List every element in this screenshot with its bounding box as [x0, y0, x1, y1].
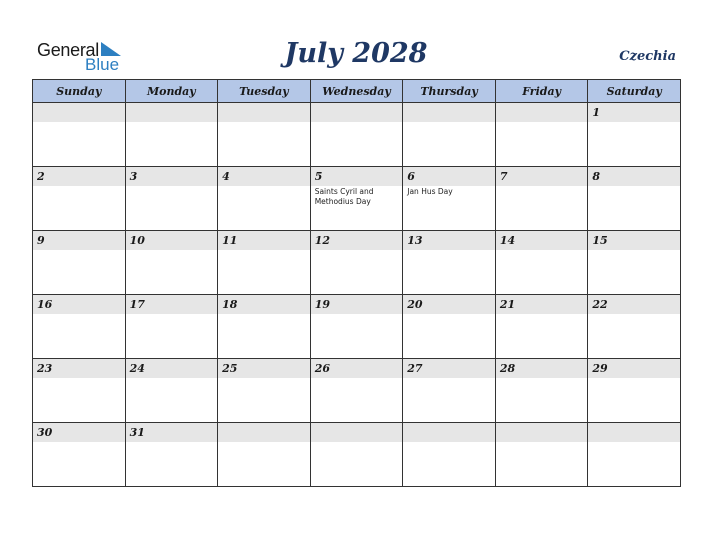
weekday-tuesday: Tuesday [218, 80, 311, 103]
weekday-friday: Friday [495, 80, 588, 103]
day-cell [125, 231, 218, 295]
day-number: 28 [499, 362, 516, 375]
day-cell [588, 423, 681, 487]
day-number-bar [126, 423, 218, 442]
logo-text-general: General [37, 40, 99, 60]
day-number: 20 [407, 298, 423, 311]
day-cell [33, 167, 126, 231]
day-cell [33, 295, 126, 359]
day-number: 2 [37, 170, 45, 183]
day-cell [495, 295, 588, 359]
day-cell [125, 295, 218, 359]
day-cell [403, 103, 496, 167]
day-number-bar [588, 231, 680, 250]
day-number: 23 [37, 362, 53, 375]
day-number-bar [588, 103, 680, 122]
day-number: 24 [129, 362, 145, 375]
day-number-bar [218, 295, 310, 314]
day-cell [588, 167, 681, 231]
day-number-bar [588, 359, 680, 378]
logo-text-blue: Blue [85, 55, 120, 74]
day-number: 19 [314, 298, 330, 311]
day-number: 11 [222, 234, 238, 247]
day-cell [218, 103, 311, 167]
day-cell [495, 359, 588, 423]
day-number-bar [588, 423, 680, 442]
day-number: 12 [314, 234, 330, 247]
day-cell [33, 423, 126, 487]
day-number: 13 [407, 234, 423, 247]
day-number: 16 [37, 298, 53, 311]
day-cell [495, 103, 588, 167]
day-number: 21 [499, 298, 516, 311]
day-cell [310, 423, 403, 487]
day-cell [33, 231, 126, 295]
day-number: 30 [37, 426, 53, 439]
day-number: 4 [222, 170, 230, 183]
day-number-bar [33, 423, 125, 442]
day-cell [310, 167, 403, 231]
week-row [33, 423, 681, 487]
day-number-bar [218, 167, 310, 186]
day-number-bar [403, 359, 495, 378]
weekday-sunday: Sunday [33, 80, 126, 103]
weekday-thursday: Thursday [403, 80, 496, 103]
day-cell [310, 359, 403, 423]
day-cell [218, 167, 311, 231]
day-cell [125, 423, 218, 487]
day-number: 10 [129, 234, 145, 247]
day-number-bar [403, 103, 495, 122]
day-number: 17 [129, 298, 145, 311]
day-number-bar [33, 103, 125, 122]
day-number: 5 [314, 170, 323, 183]
day-cell [403, 167, 496, 231]
week-row [33, 167, 681, 231]
day-number: 6 [407, 170, 415, 183]
day-number-bar [126, 231, 218, 250]
day-number: 22 [592, 298, 608, 311]
day-cell [125, 103, 218, 167]
day-cell [588, 295, 681, 359]
day-number: 9 [37, 234, 45, 247]
day-number-bar [33, 359, 125, 378]
day-cell [403, 423, 496, 487]
day-number-bar [403, 231, 495, 250]
day-cell [310, 295, 403, 359]
day-number: 15 [592, 234, 608, 247]
day-number-bar [311, 423, 403, 442]
day-number-bar [403, 295, 495, 314]
day-cell [403, 231, 496, 295]
day-number-bar [588, 295, 680, 314]
day-cell [495, 231, 588, 295]
day-number-bar [403, 423, 495, 442]
day-cell [218, 359, 311, 423]
day-number-bar [126, 103, 218, 122]
day-number-bar [33, 231, 125, 250]
day-number-bar [218, 231, 310, 250]
week-row [33, 359, 681, 423]
country-label: Czechia [619, 49, 676, 64]
day-number-bar [496, 167, 588, 186]
day-number-bar [218, 423, 310, 442]
day-number: 25 [222, 362, 238, 375]
calendar-title: July 2028 [284, 38, 428, 69]
day-number-bar [496, 359, 588, 378]
day-cell [588, 231, 681, 295]
day-number: 14 [499, 234, 516, 247]
day-number: 8 [592, 170, 601, 183]
day-number-bar [311, 295, 403, 314]
day-number: 27 [407, 362, 423, 375]
day-cell [310, 103, 403, 167]
day-number-bar [218, 103, 310, 122]
day-cell [218, 231, 311, 295]
day-cell [403, 295, 496, 359]
day-cell [495, 167, 588, 231]
day-cell [125, 167, 218, 231]
day-number-bar [403, 167, 495, 186]
holiday-label: Jan Hus Day [407, 187, 453, 196]
calendar-grid [32, 79, 681, 487]
weekday-saturday: Saturday [588, 80, 681, 103]
day-number-bar [126, 295, 218, 314]
weekday-wednesday: Wednesday [310, 80, 403, 103]
day-number-bar [311, 167, 403, 186]
day-cell [33, 359, 126, 423]
week-row [33, 231, 681, 295]
day-number: 1 [592, 106, 601, 119]
day-number-bar [33, 295, 125, 314]
day-cell [218, 423, 311, 487]
day-number-bar [496, 103, 588, 122]
day-number-bar [311, 103, 403, 122]
day-number-bar [311, 359, 403, 378]
day-number-bar [496, 231, 588, 250]
day-cell [33, 103, 126, 167]
day-number: 26 [314, 362, 330, 375]
day-cell [218, 295, 311, 359]
day-number: 29 [592, 362, 608, 375]
day-number-bar [218, 359, 310, 378]
day-number-bar [588, 167, 680, 186]
day-number-bar [311, 231, 403, 250]
day-cell [403, 359, 496, 423]
day-number-bar [496, 295, 588, 314]
week-row [33, 295, 681, 359]
day-number: 31 [129, 426, 145, 439]
day-number-bar [496, 423, 588, 442]
day-cell [588, 359, 681, 423]
day-number-bar [33, 167, 125, 186]
day-cell [310, 231, 403, 295]
day-cell [495, 423, 588, 487]
holiday-label: Saints Cyril and Methodius Day [314, 187, 374, 206]
weekday-header-row [33, 80, 681, 103]
day-number: 3 [129, 170, 138, 183]
day-cell [125, 359, 218, 423]
day-number-bar [126, 167, 218, 186]
day-number-bar [126, 359, 218, 378]
week-row [33, 103, 681, 167]
day-number: 7 [499, 170, 508, 183]
day-cell [588, 103, 681, 167]
weekday-monday: Monday [125, 80, 218, 103]
day-number: 18 [222, 298, 238, 311]
